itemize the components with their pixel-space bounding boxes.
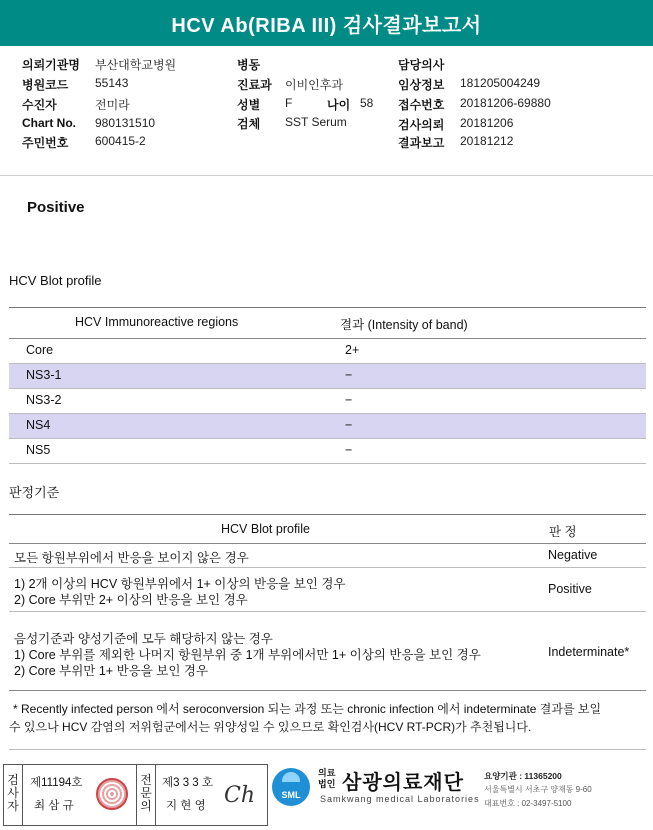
footer xyxy=(0,764,653,830)
table-row xyxy=(9,339,646,364)
institution-value: 부산대학교병원 xyxy=(95,58,177,72)
org-reg-no xyxy=(484,770,562,782)
chart-label: Chart No. xyxy=(22,116,76,130)
criteria-header-row xyxy=(9,515,646,544)
seal-icon xyxy=(96,778,128,810)
footnote xyxy=(9,700,646,750)
hospital-code-label: 병원코드 xyxy=(22,78,69,92)
patient-value: 전미라 xyxy=(95,98,130,112)
specialist-name: 지 현 영 xyxy=(166,800,206,812)
age-value: 58 xyxy=(360,96,374,110)
judgement-cell: Positive xyxy=(548,582,592,596)
sml-logo-icon xyxy=(272,768,310,806)
criteria-text: 1) Core 부위를 제외한 나머지 항원부위 중 1개 부위에서만 1+ 이상의 반응을 보인 경우 xyxy=(14,648,481,662)
divider xyxy=(155,765,156,825)
col-result-header: 결과 (Intensity of band) xyxy=(340,318,468,332)
region-cell: NS4 xyxy=(26,418,51,432)
table-row xyxy=(9,364,646,389)
ward-label: 병동 xyxy=(237,58,261,72)
signature-box xyxy=(3,764,268,826)
region-cell: NS3-2 xyxy=(26,393,62,407)
examiner-name: 최 삼 규 xyxy=(34,800,74,812)
result-cell: 2+ xyxy=(345,343,360,357)
criteria-table xyxy=(9,514,646,690)
criteria-text: 2) Core 부위만 2+ 이상의 반응을 보인 경우 xyxy=(14,593,248,607)
id-value: 600415-2 xyxy=(95,134,146,148)
specimen-value: SST Serum xyxy=(285,115,347,129)
logo-sun-icon xyxy=(282,772,300,782)
criteria-text: 모든 항원부위에서 반응을 보이지 않은 경우 xyxy=(14,551,249,565)
org-english-name: Samkwang medical Laboratories xyxy=(320,794,480,804)
chart-value: 980131510 xyxy=(95,116,156,130)
judgement-cell: Indeterminate* xyxy=(548,645,630,659)
result-cell: − xyxy=(345,418,353,432)
age-label: 나이 xyxy=(327,98,351,112)
col-judgement-header: 판 정 xyxy=(549,525,577,539)
sex-value: F xyxy=(285,96,293,110)
hospital-code-value: 55143 xyxy=(95,76,129,90)
region-cell: NS5 xyxy=(26,443,51,457)
org-phone: 대표번호 : 02-3497-5100 xyxy=(484,799,572,808)
specimen-label: 검체 xyxy=(237,117,261,131)
receipt-value: 20181206-69880 xyxy=(460,96,551,110)
result-text: Positive xyxy=(27,199,85,216)
examiner-no: 제11194호 xyxy=(30,777,83,789)
criteria-text: 2) Core 부위만 1+ 반응을 보인 경우 xyxy=(14,664,209,678)
info-divider xyxy=(0,175,653,176)
criteria-row-negative xyxy=(9,544,646,568)
specialist-no: 제3 3 3 호 xyxy=(162,777,213,789)
institution-label: 의뢰기관명 xyxy=(22,58,80,72)
report-value: 20181212 xyxy=(460,134,514,148)
report-title: HCV Ab(RIBA III) 검사결과보고서 xyxy=(0,0,653,46)
criteria-text: 1) 2개 이상의 HCV 항원부위에서 1+ 이상의 반응을 보인 경우 xyxy=(14,577,346,591)
table-row xyxy=(9,389,646,414)
footnote-line: 수 있으나 HCV 감염의 저위험군에서는 위양성일 수 있으므로 확인검사(HCV RT-PCR)가 추천됩니다. xyxy=(9,720,532,734)
report-label: 결과보고 xyxy=(398,136,445,150)
org-reg-no-text: 요양기관 : 11365200 xyxy=(484,771,562,781)
id-label: 주민번호 xyxy=(22,136,69,150)
judgement-cell: Negative xyxy=(548,548,598,562)
region-cell: Core xyxy=(26,343,54,357)
criteria-title: 판정기준 xyxy=(9,485,60,500)
org-type: 의료법인 xyxy=(318,768,336,789)
signature-icon: Ch xyxy=(224,783,256,808)
dept-value: 이비인후과 xyxy=(285,78,343,92)
profile-header-row xyxy=(9,308,646,339)
result-cell: − xyxy=(345,368,353,382)
profile-table xyxy=(9,307,646,463)
request-label: 검사의뢰 xyxy=(398,118,445,132)
patient-label: 수진자 xyxy=(22,98,57,112)
criteria-text: 음성기준과 양성기준에 모두 해당하지 않는 경우 xyxy=(14,632,273,646)
profile-title: HCV Blot profile xyxy=(9,273,102,288)
table-row xyxy=(9,414,646,439)
col-region-header: HCV Immunoreactive regions xyxy=(75,315,239,329)
criteria-row-positive xyxy=(9,568,646,612)
org-address: 서울특별시 서초구 양재동 9-60 xyxy=(484,785,592,794)
doctor-label: 담당의사 xyxy=(398,58,445,72)
col-profile-header: HCV Blot profile xyxy=(221,522,310,536)
sex-label: 성별 xyxy=(237,98,261,112)
receipt-label: 접수번호 xyxy=(398,98,445,112)
dept-label: 진료과 xyxy=(237,78,272,92)
footnote-line: * Recently infected person 에서 seroconversion 되는 과정 또는 chronic infection 에서 indeterminate 결과를 보일 xyxy=(13,702,602,716)
result-cell: − xyxy=(345,443,353,457)
request-value: 20181206 xyxy=(460,116,514,130)
specialist-label: 전문의 xyxy=(140,773,152,813)
clinical-label: 임상정보 xyxy=(398,78,445,92)
result-cell: − xyxy=(345,393,353,407)
divider xyxy=(22,765,23,825)
table-row xyxy=(9,439,646,464)
clinical-value: 181205004249 xyxy=(460,76,541,90)
patient-info xyxy=(0,52,653,172)
divider xyxy=(136,765,137,825)
region-cell: NS3-1 xyxy=(26,368,62,382)
criteria-row-indeterminate xyxy=(9,612,646,691)
logo-text: SML xyxy=(281,790,301,800)
examiner-label: 검사자 xyxy=(7,773,19,813)
org-name: 삼광의료재단 xyxy=(342,772,464,794)
